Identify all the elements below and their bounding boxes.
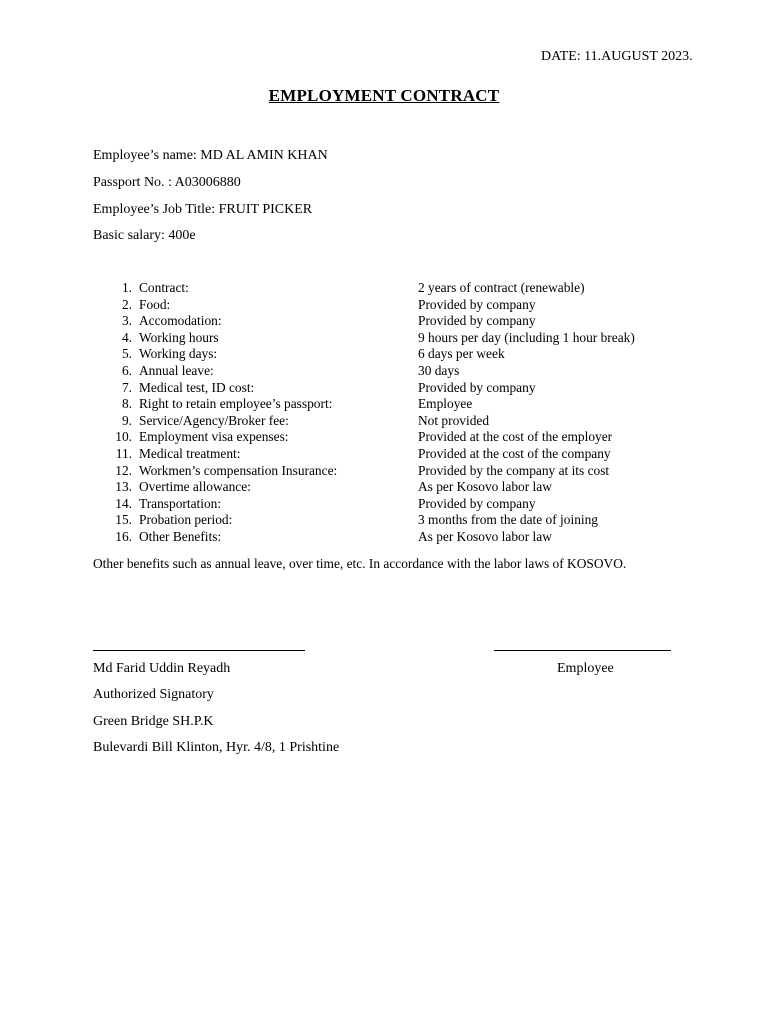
term-row: [0, 463, 768, 480]
term-label: Medical test, ID cost:: [139, 379, 255, 395]
term-number: 1.: [121, 280, 132, 295]
term-number: 8.: [121, 396, 132, 412]
term-number: 11.: [115, 445, 132, 461]
job-title: Employee’s Job Title: FRUIT PICKER: [93, 202, 313, 217]
term-value: Not provided: [418, 412, 490, 428]
term-number: 6.: [121, 362, 132, 378]
term-value: 30 days: [418, 362, 460, 378]
term-number: 13.: [115, 479, 132, 495]
term-label: Contract:: [139, 280, 189, 295]
term-label: Right to retain employee’s passport:: [139, 396, 333, 412]
term-value: 9 hours per day (including 1 hour break): [418, 329, 635, 345]
term-number: 14.: [115, 495, 132, 511]
term-row: [0, 529, 768, 546]
term-number: 16.: [115, 528, 132, 544]
term-value: Provided by the company at its cost: [418, 462, 610, 478]
term-number: 2.: [121, 296, 132, 312]
term-number: 15.: [115, 512, 132, 528]
term-value: Provided by company: [418, 379, 536, 395]
term-label: Workmen’s compensation Insurance:: [139, 462, 338, 478]
term-label: Working hours: [139, 329, 219, 345]
term-row: [0, 496, 768, 513]
term-number: 12.: [115, 462, 132, 478]
term-number: 3.: [121, 313, 132, 329]
term-value: As per Kosovo labor law: [418, 479, 552, 495]
term-row: [0, 396, 768, 413]
term-value: Provided by company: [418, 495, 536, 511]
term-label: Employment visa expenses:: [139, 429, 289, 445]
term-value: Provided by company: [418, 296, 536, 312]
term-value: Provided at the cost of the company: [418, 445, 611, 461]
employee-name: Employee’s name: MD AL AMIN KHAN: [93, 148, 328, 163]
term-row: [0, 297, 768, 314]
term-row: [0, 479, 768, 496]
term-row: [0, 313, 768, 330]
term-value: Employee: [418, 396, 473, 412]
term-label: Food:: [139, 296, 171, 312]
term-row: [0, 330, 768, 347]
term-label: Transportation:: [139, 495, 222, 511]
employee-signature-label: Employee: [557, 661, 614, 676]
employee-signature-line: [494, 650, 671, 651]
term-value: 3 months from the date of joining: [418, 512, 599, 528]
term-number: 4.: [121, 329, 132, 345]
term-number: 10.: [115, 429, 132, 445]
signatory-role: Authorized Signatory: [93, 687, 214, 702]
term-value: As per Kosovo labor law: [418, 528, 552, 544]
term-row: [0, 380, 768, 397]
term-label: Working days:: [139, 346, 218, 362]
basic-salary: Basic salary: 400e: [93, 228, 196, 243]
term-value: 6 days per week: [418, 346, 505, 362]
company-address: Bulevardi Bill Klinton, Hyr. 4/8, 1 Prishtine: [93, 740, 340, 755]
company-name: Green Bridge SH.P.K: [93, 714, 214, 729]
term-number: 7.: [121, 379, 132, 395]
employer-signature-line: [93, 650, 305, 651]
contract-terms-list: [0, 280, 768, 546]
term-value: Provided by company: [418, 313, 536, 329]
signatory-name: Md Farid Uddin Reyadh: [93, 661, 231, 676]
term-label: Accomodation:: [139, 313, 222, 329]
term-row: [0, 346, 768, 363]
term-value: Provided at the cost of the employer: [418, 429, 613, 445]
term-row: [0, 446, 768, 463]
term-label: Medical treatment:: [139, 445, 241, 461]
term-row: [0, 429, 768, 446]
contract-title: EMPLOYMENT CONTRACT: [268, 86, 500, 105]
term-row: [0, 363, 768, 380]
term-label: Annual leave:: [139, 362, 214, 378]
term-label: Other Benefits:: [139, 528, 222, 544]
passport-number: Passport No. : A03006880: [93, 175, 241, 190]
term-label: Overtime allowance:: [139, 479, 251, 495]
benefits-note: Other benefits such as annual leave, over time, etc. In accordance with the labor laws of KOSOVO.: [93, 556, 627, 571]
term-label: Probation period:: [139, 512, 233, 528]
term-number: 9.: [121, 412, 132, 428]
term-value: 2 years of contract (renewable): [418, 280, 585, 295]
term-label: Service/Agency/Broker fee:: [139, 412, 289, 428]
term-row: [0, 413, 768, 430]
term-row: [0, 512, 768, 529]
contract-date: DATE: 11.AUGUST 2023.: [541, 49, 693, 64]
term-row: [0, 280, 768, 297]
term-number: 5.: [121, 346, 132, 362]
